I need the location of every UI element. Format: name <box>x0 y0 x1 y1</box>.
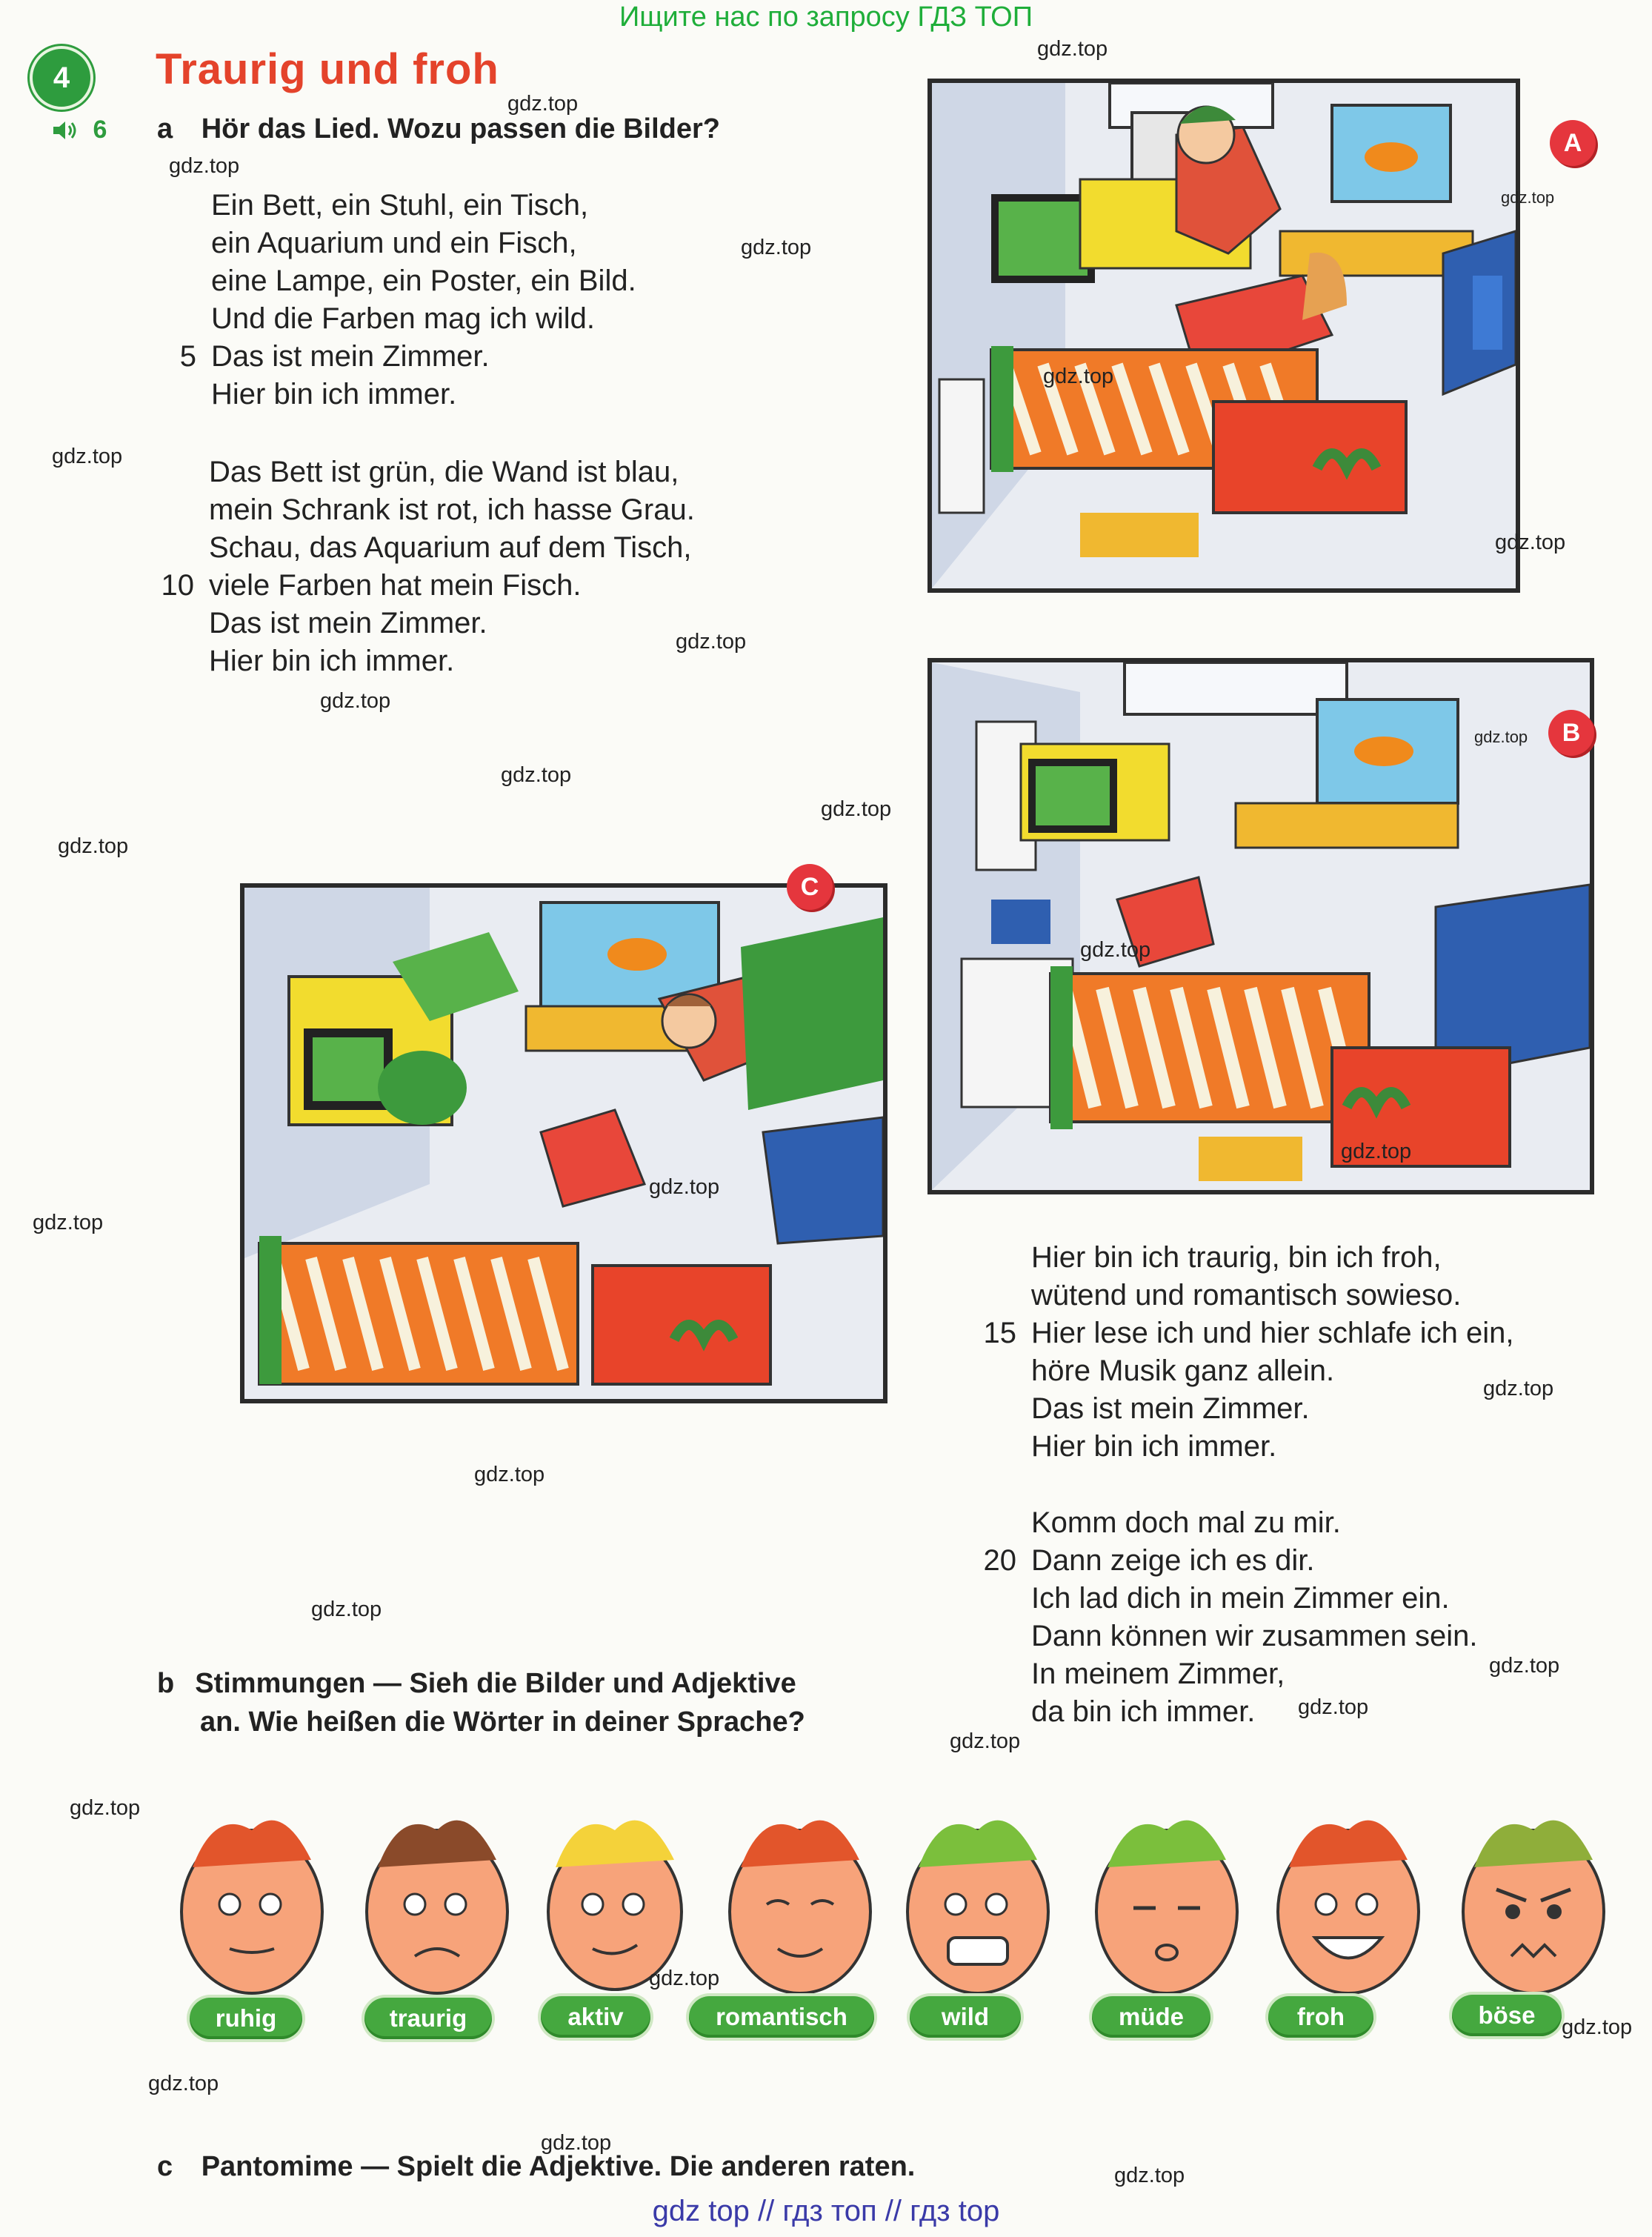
watermark: gdz.top <box>70 1796 141 1820</box>
face-froh <box>1278 1821 1419 1993</box>
watermark: gdz.top <box>52 445 123 468</box>
poem-line: Das ist mein Zimmer. <box>211 340 490 373</box>
adjective-froh: froh <box>1268 1996 1373 2038</box>
picture-label-c: C <box>787 864 833 910</box>
poem-stanza-2 <box>161 453 695 680</box>
watermark: gdz.top <box>741 236 812 259</box>
line-number: 5 <box>179 340 196 373</box>
poem-line: viele Farben hat mein Fisch. <box>209 569 582 602</box>
picture-label-a: A <box>1550 120 1596 166</box>
watermark: gdz.top <box>507 92 579 116</box>
poem-line: Das Bett ist grün, die Wand ist blau, <box>209 456 679 488</box>
adjective-traurig: traurig <box>364 1998 492 2039</box>
watermark: gdz.top <box>320 689 391 713</box>
room-illustration-a <box>932 83 1516 588</box>
line-number: 20 <box>983 1544 1016 1577</box>
poem-line: Hier bin ich immer. <box>1031 1430 1277 1463</box>
task-c-letter: c <box>157 2151 173 2182</box>
line-number: 15 <box>983 1317 1016 1349</box>
poem-line: wütend und romantisch sowieso. <box>1031 1279 1462 1312</box>
adjective-muede: müde <box>1092 1996 1210 2038</box>
poem-stanza-1 <box>179 187 636 413</box>
adjective-boese: böse <box>1452 1995 1562 2036</box>
poem-line: Und die Farben mag ich wild. <box>211 302 596 335</box>
poem-line: Ich lad dich in mein Zimmer ein. <box>1031 1582 1450 1615</box>
poem-line: höre Musik ganz allein. <box>1031 1355 1335 1387</box>
watermark: gdz.top <box>501 763 572 787</box>
watermark: gdz.top <box>1080 938 1151 962</box>
bottom-banner[interactable]: gdz top // гдз топ // гдз top <box>652 2195 1000 2227</box>
picture-label-b: B <box>1548 710 1594 756</box>
poem-line: mein Schrank ist rot, ich hasse Grau. <box>209 493 695 526</box>
watermark: gdz.top <box>1043 365 1114 388</box>
room-illustration-c <box>244 888 883 1399</box>
task-a-heading <box>157 110 720 148</box>
watermark: gdz.top <box>1562 2015 1633 2039</box>
poem-line: eine Lampe, ein Poster, ein Bild. <box>211 265 636 297</box>
poem-line: In meinem Zimmer, <box>1031 1658 1285 1690</box>
watermark: gdz.top <box>649 1175 720 1199</box>
adjective-romantisch: romantisch <box>689 1996 874 2038</box>
adjective-ruhig: ruhig <box>190 1998 302 2039</box>
room-picture-c <box>240 883 887 1403</box>
face-aktiv <box>548 1821 682 1990</box>
poem-stanza-4 <box>983 1504 1478 1731</box>
face-traurig <box>367 1821 507 1993</box>
line-number: 10 <box>161 569 194 602</box>
faces-row <box>170 1808 1608 2001</box>
watermark: gdz.top <box>169 154 240 178</box>
task-a-text: Hör das Lied. Wozu passen die Bilder? <box>201 113 721 144</box>
poem-line: da bin ich immer. <box>1031 1695 1256 1728</box>
watermark: gdz.top <box>649 1967 720 1990</box>
task-c-text: Pantomime — Spielt die Adjektive. Die anderen raten. <box>201 2151 916 2182</box>
face-wild <box>907 1821 1048 1993</box>
adjective-aktiv: aktiv <box>541 1996 650 2038</box>
watermark: gdz.top <box>541 2131 612 2155</box>
adjective-wild: wild <box>910 1996 1021 2038</box>
face-muede <box>1096 1821 1237 1993</box>
watermark: gdz.top <box>1037 37 1108 61</box>
task-b-letter: b <box>157 1668 175 1699</box>
top-banner[interactable]: Ищите нас по запросу ГДЗ ТОП <box>619 1 1033 33</box>
poem-line: Hier bin ich immer. <box>211 378 457 410</box>
watermark: gdz.top <box>1114 2164 1185 2187</box>
face-ruhig <box>181 1821 322 1993</box>
watermark: gdz.top <box>474 1463 545 1486</box>
task-b-text-1: Stimmungen — Sieh die Bilder und Adjektive <box>195 1668 796 1699</box>
mood-faces-illustration <box>170 1808 1608 2001</box>
speaker-icon <box>52 116 85 144</box>
watermark: gdz.top <box>1501 188 1555 207</box>
poem-stanza-3 <box>983 1239 1514 1466</box>
poem-line: Schau, das Aquarium auf dem Tisch, <box>209 531 692 564</box>
watermark: gdz.top <box>1483 1377 1554 1400</box>
poem-line: ein Aquarium und ein Fisch, <box>211 227 577 259</box>
face-boese <box>1463 1821 1604 1993</box>
room-picture-a <box>927 79 1520 593</box>
poem-line: Komm doch mal zu mir. <box>1031 1506 1341 1539</box>
audio-track[interactable] <box>52 116 107 144</box>
poem-line: Hier bin ich immer. <box>209 645 455 677</box>
task-a-letter: a <box>157 113 173 144</box>
face-romantisch <box>730 1808 873 1993</box>
poem-line: Dann zeige ich es dir. <box>1031 1544 1315 1577</box>
poem-line: Ein Bett, ein Stuhl, ein Tisch, <box>211 189 589 222</box>
watermark: gdz.top <box>1341 1140 1412 1163</box>
watermark: gdz.top <box>58 834 129 858</box>
watermark: gdz.top <box>676 630 747 654</box>
poem-line: Hier bin ich traurig, bin ich froh, <box>1031 1241 1442 1274</box>
watermark: gdz.top <box>1495 531 1566 554</box>
lesson-number-badge: 4 <box>30 46 93 110</box>
watermark: gdz.top <box>1489 1654 1560 1678</box>
watermark: gdz.top <box>148 2072 219 2095</box>
watermark: gdz.top <box>950 1729 1021 1753</box>
poem-line: Das ist mein Zimmer. <box>1031 1392 1310 1425</box>
watermark: gdz.top <box>821 797 892 821</box>
poem-line: Dann können wir zusammen sein. <box>1031 1620 1478 1652</box>
page-title: Traurig und froh <box>156 45 499 93</box>
task-b-text-2: an. Wie heißen die Wörter in deiner Sprache? <box>200 1706 805 1738</box>
audio-track-number: 6 <box>93 116 107 144</box>
watermark: gdz.top <box>33 1211 104 1234</box>
task-c-heading <box>157 2147 915 2186</box>
task-b-heading <box>157 1664 805 1741</box>
poem-line: Das ist mein Zimmer. <box>209 607 487 639</box>
watermark: gdz.top <box>311 1598 382 1621</box>
watermark: gdz.top <box>1474 728 1528 746</box>
watermark: gdz.top <box>1298 1695 1369 1719</box>
poem-line: Hier lese ich und hier schlafe ich ein, <box>1031 1317 1514 1349</box>
